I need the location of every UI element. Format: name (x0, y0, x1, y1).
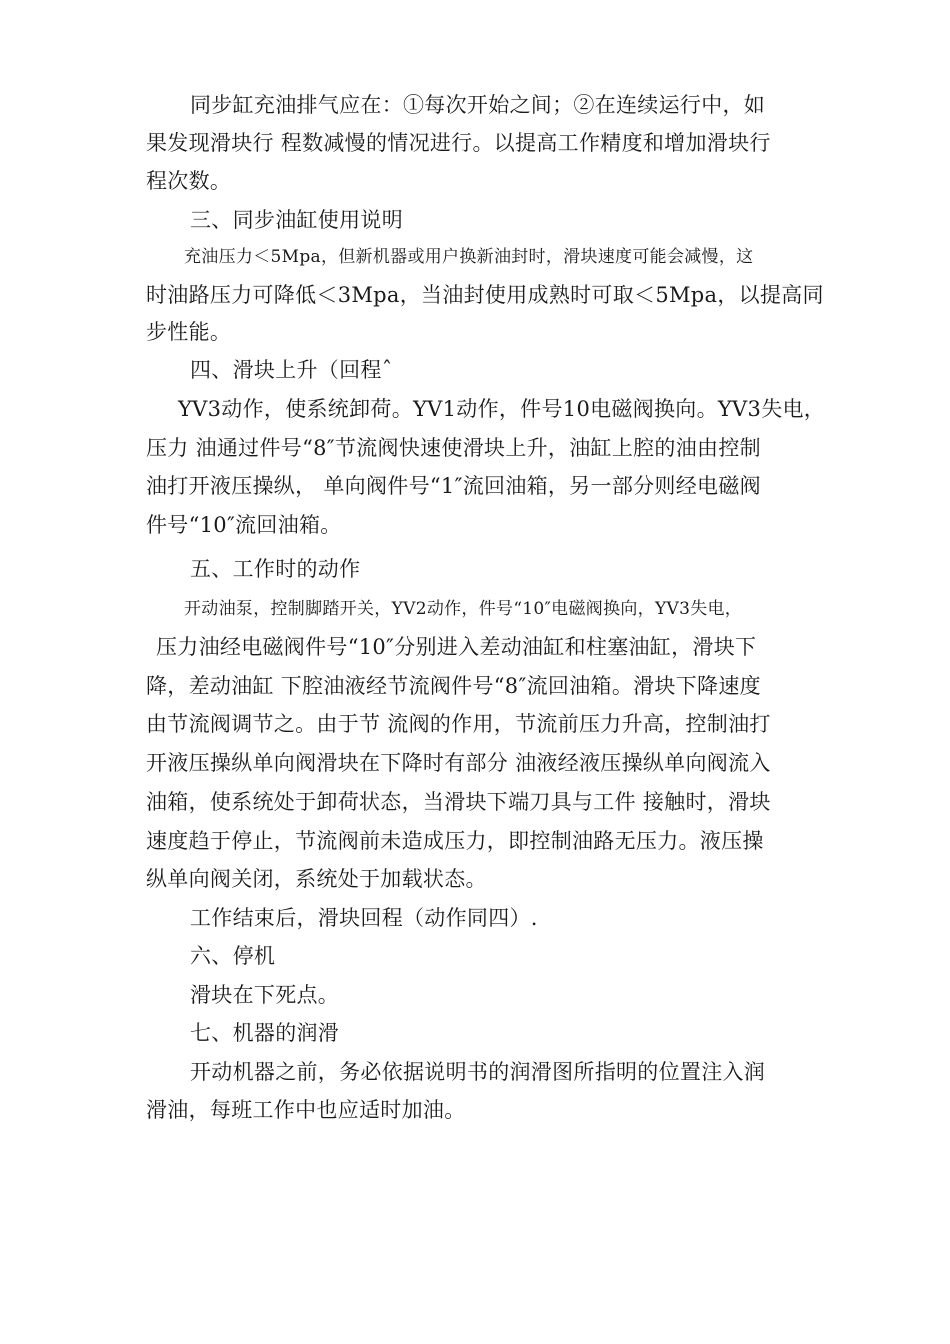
paragraph-line: 果发现滑块行 程数减慢的情况进行。以提高工作精度和增加滑块行 (146, 131, 771, 155)
section-heading: 六、停机 (190, 944, 276, 968)
paragraph-line: 开动油泵，控制脚踏开关，YV2动作，件号“10″电磁阀换向，YV3失电， (184, 599, 743, 619)
paragraph-line: 降，差动油缸 下腔油液经节流阀件号“8″流回油箱。滑块下降速度 (146, 674, 761, 698)
paragraph-line: 速度趋于停止，节流阀前未造成压力，即控制油路无压力。液压操 (146, 829, 764, 853)
paragraph-line: 程次数。 (146, 169, 232, 193)
section-heading: 七、机器的润滑 (190, 1021, 340, 1045)
paragraph-line: 纵单向阀关闭，系统处于加载状态。 (146, 867, 487, 891)
paragraph-line: 压力 油通过件号“8″节流阀快速使滑块上升，油缸上腔的油由控制 (146, 436, 761, 460)
paragraph-line: 时油路压力可降低＜3Mpa，当油封使用成熟时可取＜5Mpa，以提高同 (146, 283, 824, 307)
section-heading: 三、同步油缸使用说明 (190, 208, 403, 232)
paragraph-line: 压力油经电磁阀件号“10″分别进入差动油缸和柱塞油缸，滑块下 (156, 635, 757, 659)
paragraph-line: 开动机器之前，务必依据说明书的润滑图所指明的位置注入润 (190, 1060, 766, 1084)
paragraph-line: 步性能。 (146, 320, 232, 344)
paragraph-line: 滑油，每班工作中也应适时加油。 (146, 1098, 466, 1122)
paragraph-line: 滑块在下死点。 (190, 983, 340, 1007)
paragraph-line: YV3动作，使系统卸荷。YV1动作，件号10电磁阀换向。YV3失电， (178, 397, 826, 421)
paragraph-line: 件号“10″流回油箱。 (146, 513, 342, 537)
paragraph-line: 工作结束后，滑块回程（动作同四）. (190, 906, 538, 930)
paragraph-line: 油箱，使系统处于卸荷状态，当滑块下端刀具与工件 接触时，滑块 (146, 790, 771, 814)
paragraph-line: 开液压操纵单向阀滑块在下降时有部分 油液经液压操纵单向阀流入 (146, 751, 771, 775)
section-heading: 四、滑块上升（回程ˆ (190, 358, 393, 382)
paragraph-line: 充油压力＜5Mpa，但新机器或用户换新油封时，滑块速度可能会减慢，这 (184, 247, 754, 267)
paragraph-line: 同步缸充油排气应在：①每次开始之间；②在连续运行中，如 (190, 93, 766, 117)
paragraph-line: 由节流阀调节之。由于节 流阀的作用，节流前压力升高，控制油打 (146, 712, 771, 736)
section-heading: 五、工作时的动作 (190, 557, 361, 581)
paragraph-line: 油打开液压操纵， 单向阀件号“1″流回油箱，另一部分则经电磁阀 (146, 474, 761, 498)
